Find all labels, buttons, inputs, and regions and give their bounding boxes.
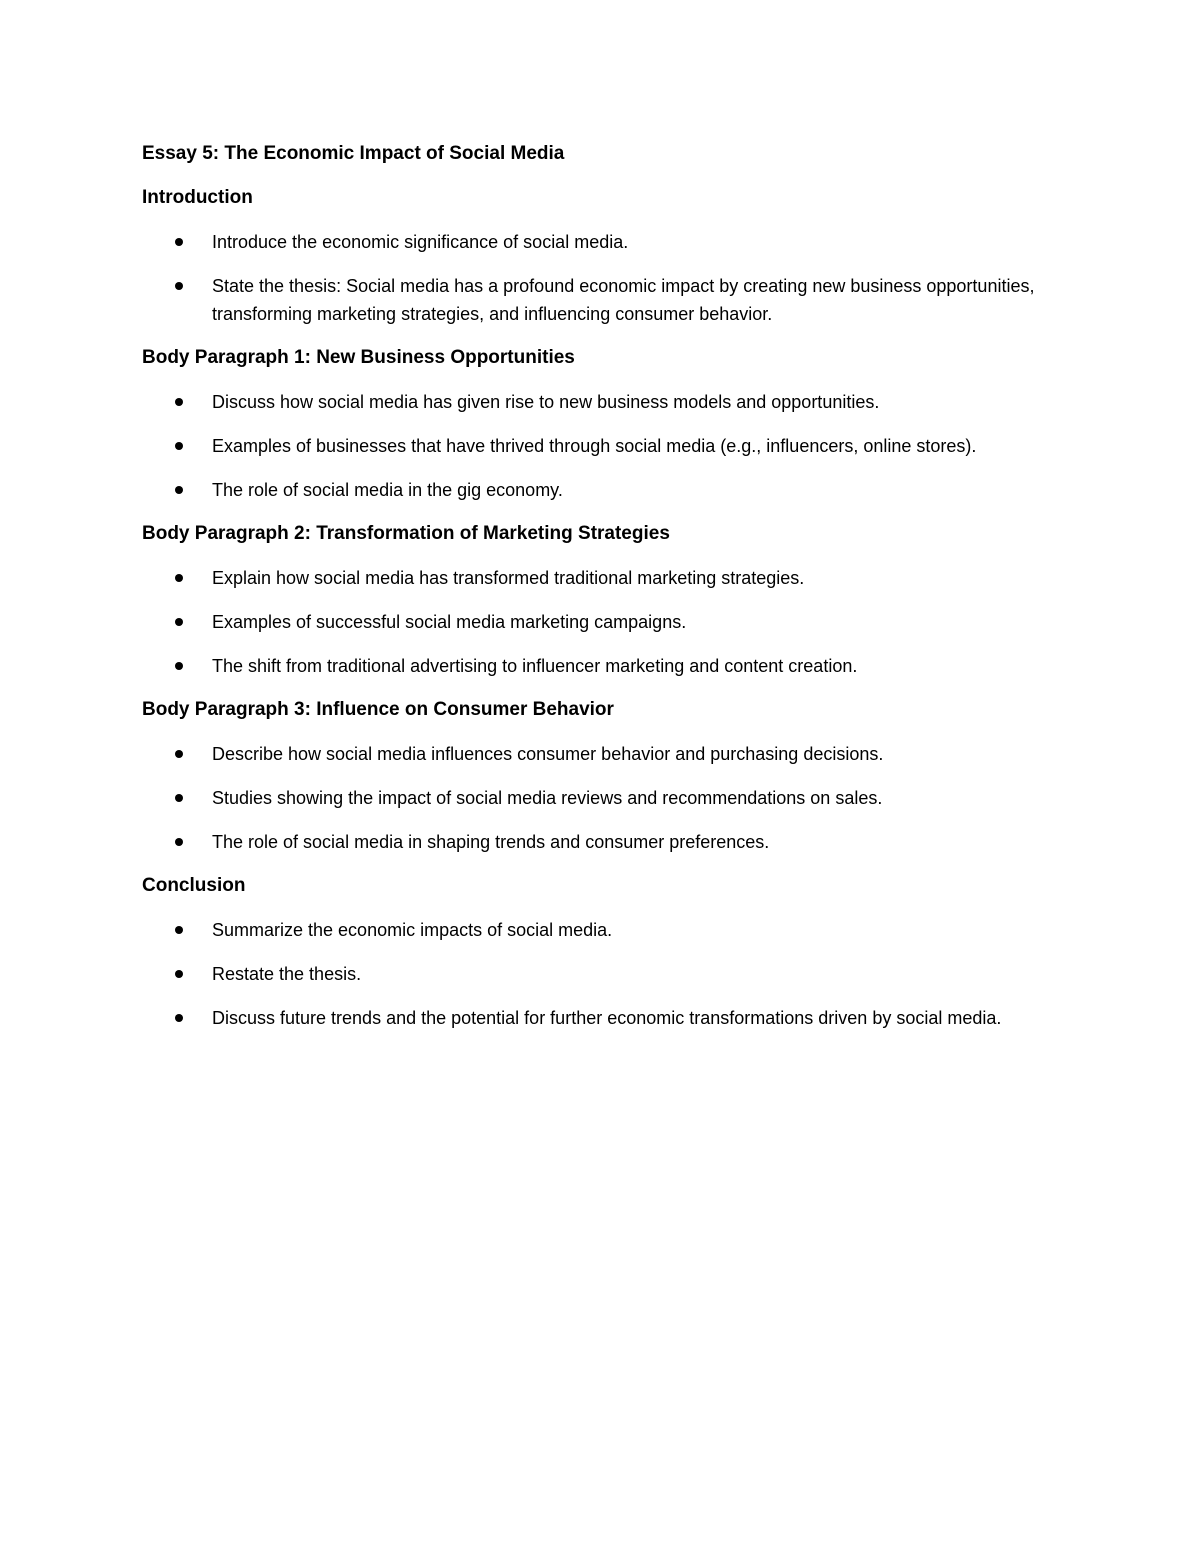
bullet-list [142, 916, 1062, 1032]
list-item [142, 608, 1052, 636]
list-item-text: Discuss how social media has given rise to new business models and opportunities. [212, 392, 880, 412]
section-heading: Introduction [142, 187, 253, 208]
bullet-icon [175, 486, 183, 494]
bullet-icon [175, 618, 183, 626]
section-heading: Conclusion [142, 875, 246, 896]
document-body [142, 140, 1062, 1046]
list-item [142, 828, 1052, 856]
bullet-icon [175, 442, 183, 450]
bullet-icon [175, 926, 183, 934]
list-item [142, 652, 1052, 680]
list-item-text: Summarize the economic impacts of social media. [212, 920, 613, 940]
list-item-text: Studies showing the impact of social media reviews and recommendations on sales. [212, 788, 883, 808]
bullet-icon [175, 838, 183, 846]
list-item-text: The role of social media in shaping trends and consumer preferences. [212, 832, 770, 852]
list-item [142, 476, 1052, 504]
bullet-icon [175, 238, 183, 246]
list-item-text: Explain how social media has transformed traditional marketing strategies. [212, 568, 805, 588]
list-item-text: State the thesis: Social media has a profound economic impact by creating new business opportunities, transforming marketing strategies, and influencing consumer behavior. [212, 276, 1035, 324]
bullet-icon [175, 398, 183, 406]
list-item-text: The role of social media in the gig economy. [212, 480, 563, 500]
bullet-list [142, 228, 1062, 328]
list-item-text: Introduce the economic significance of social media. [212, 232, 629, 252]
section-conclusion [142, 872, 1062, 1032]
document-title: Essay 5: The Economic Impact of Social Media [142, 143, 565, 164]
list-item [142, 228, 1052, 256]
list-item [142, 784, 1052, 812]
bullet-icon [175, 750, 183, 758]
section-heading: Body Paragraph 1: New Business Opportunities [142, 347, 575, 368]
section-heading: Body Paragraph 3: Influence on Consumer Behavior [142, 699, 614, 720]
bullet-list [142, 564, 1062, 680]
section-introduction [142, 184, 1062, 328]
bullet-icon [175, 794, 183, 802]
list-item-text: The shift from traditional advertising to influencer marketing and content creation. [212, 656, 858, 676]
list-item [142, 1004, 1052, 1032]
section-heading: Body Paragraph 2: Transformation of Marketing Strategies [142, 523, 670, 544]
list-item [142, 916, 1052, 944]
section-body-paragraph-1 [142, 344, 1062, 504]
list-item-text: Describe how social media influences consumer behavior and purchasing decisions. [212, 744, 884, 764]
list-item-text: Restate the thesis. [212, 964, 362, 984]
bullet-icon [175, 970, 183, 978]
list-item-text: Examples of businesses that have thrived through social media (e.g., influencers, online stores). [212, 436, 977, 456]
list-item [142, 960, 1052, 988]
list-item [142, 272, 1052, 328]
list-item [142, 740, 1052, 768]
list-item-text: Discuss future trends and the potential for further economic transformations driven by social media. [212, 1008, 1002, 1028]
list-item [142, 432, 1052, 460]
section-body-paragraph-2 [142, 520, 1062, 680]
bullet-list [142, 388, 1062, 504]
bullet-list [142, 740, 1062, 856]
bullet-icon [175, 1014, 183, 1022]
list-item [142, 388, 1052, 416]
section-body-paragraph-3 [142, 696, 1062, 856]
bullet-icon [175, 574, 183, 582]
bullet-icon [175, 282, 183, 290]
list-item-text: Examples of successful social media marketing campaigns. [212, 612, 687, 632]
list-item [142, 564, 1052, 592]
bullet-icon [175, 662, 183, 670]
